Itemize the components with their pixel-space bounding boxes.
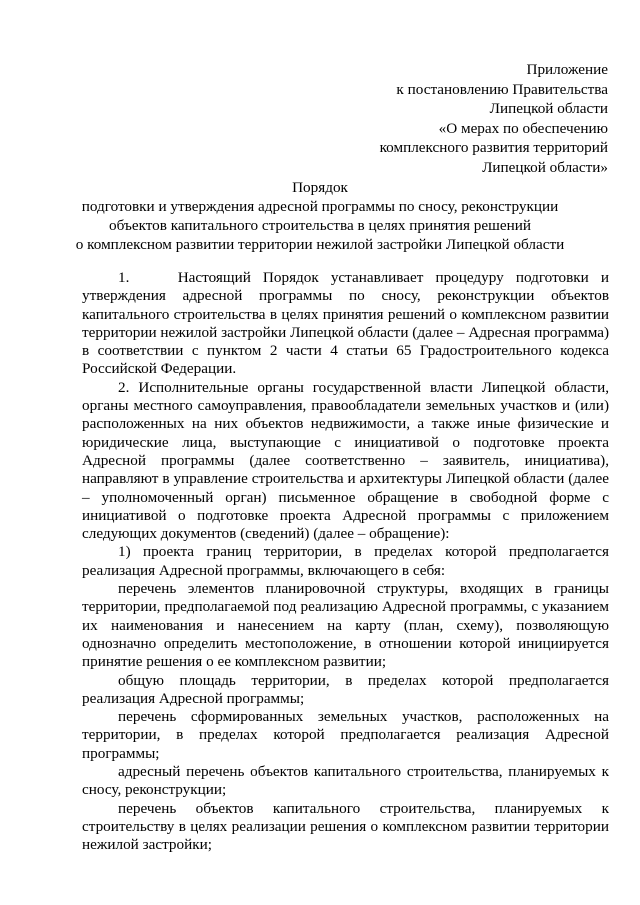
appendix-line: Липецкой области xyxy=(489,100,608,118)
paragraph: перечень элементов планировочной структуры, входящих в границы территории, предполагаемой под реализацию Адресной программы, с указанием их наименования и нанесением на карту (план, схему), позволяющую однозначно определить местоположение, в отношении которой инициируется принятие решения о ее комплексном развитии; xyxy=(82,580,609,671)
paragraph: перечень сформированных земельных участков, расположенных на территории, в пределах которой предполагается реализация Адресной программы; xyxy=(82,708,609,762)
title-line: объектов капитального строительства в целях принятия решений xyxy=(109,217,531,234)
paragraph: 1) проекта границ территории, в пределах которой предполагается реализация Адресной программы, включающего в себя: xyxy=(82,543,609,579)
paragraph: 1. Настоящий Порядок устанавливает процедуру подготовки и утверждения адресной программы по сносу, реконструкции объектов капитального строительства в целях принятия решений о комплексном развитии территории нежилой застройки Липецкой области (далее – Адресная программа) в соответствии с пунктом 2 части 4 статьи 65 Градостроительного кодекса Российской Федерации. xyxy=(82,269,609,378)
paragraph: адресный перечень объектов капитального строительства, планируемых к сносу, реконструкции; xyxy=(82,763,609,799)
appendix-line: к постановлению Правительства xyxy=(396,80,608,98)
title-line: о комплексном развитии территории нежилой застройки Липецкой области xyxy=(75,236,565,253)
paragraph: общую площадь территории, в пределах которой предполагается реализация Адресной программы; xyxy=(82,671,609,707)
title-line: Порядок xyxy=(292,179,348,196)
document-title xyxy=(0,178,640,254)
title-line: подготовки и утверждения адресной программы по сносу, реконструкции xyxy=(81,198,559,215)
appendix-line: «О мерах по обеспечению xyxy=(438,119,608,137)
appendix-line: Липецкой области» xyxy=(482,158,608,176)
paragraph: 2. Исполнительные органы государственной власти Липецкой области, органы местного самоуправления, правообладатели земельных участков и (или) расположенных на них объектов недвижимости, а также иные физические и юридические лица, выступающие с инициативой о подготовке проекта Адресной программы (далее соответственно – заявитель, инициатива), направляют в управление строительства и архитектуры Липецкой области (далее – уполномоченный орган) письменное обращение в свободной форме с инициативой о подготовке проекта Адресной программы с приложением следующих документов (сведений) (далее – обращение): xyxy=(82,378,609,543)
appendix-line: Приложение xyxy=(526,61,608,78)
appendix-line: комплексного развития территорий xyxy=(379,139,608,157)
paragraph: перечень объектов капитального строительства, планируемых к строительству в целях реализации решения о комплексном развитии территории нежилой застройки; xyxy=(82,799,609,854)
document-body xyxy=(82,269,609,855)
appendix-block xyxy=(380,60,608,178)
